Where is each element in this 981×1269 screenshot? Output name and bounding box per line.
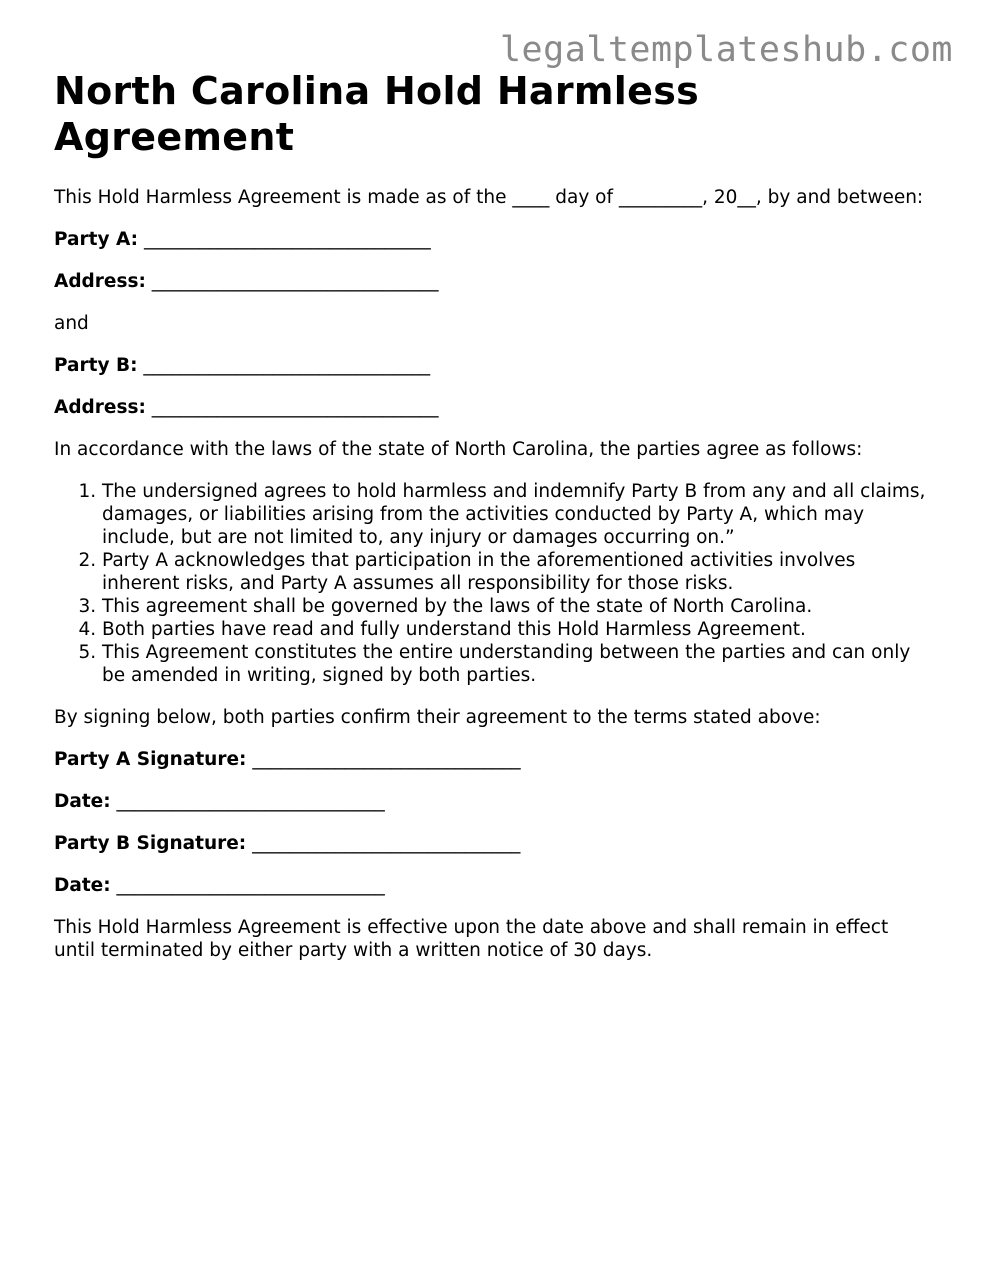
party-a-blank: _______________________________ (143, 229, 431, 250)
party-a-signature-blank: _____________________________ (252, 749, 521, 770)
list-item: 1. The undersigned agrees to hold harmless and indemnify Party B from any and all claims, damages, or liabilities arising from the activities conducted by Party A, which may include, but are not limited to, any injury or damages occurring on.” (102, 480, 934, 549)
closing-paragraph: This Hold Harmless Agreement is effective upon the date above and shall remain in effect until terminated by either party with a written notice of 30 days. (54, 917, 889, 961)
party-b-field (54, 354, 934, 377)
party-a-signature-field (54, 748, 934, 771)
intro-paragraph: This Hold Harmless Agreement is made as of the ____ day of _________, 20__, by and between: (54, 187, 924, 208)
party-b-signature-blank: _____________________________ (252, 833, 521, 854)
list-item: 2. Party A acknowledges that participation in the aforementioned activities involves inherent risks, and Party A assumes all responsibility for those risks. (102, 549, 934, 595)
party-b-label: Party B: (54, 355, 138, 376)
date-b-label: Date: (54, 875, 111, 896)
party-a-label: Party A: (54, 229, 139, 250)
accordance-paragraph: In accordance with the laws of the state of North Carolina, the parties agree as follows: (54, 439, 863, 460)
date-b-field (54, 874, 934, 897)
party-b-blank: _______________________________ (143, 355, 431, 376)
list-item: 5. This Agreement constitutes the entire understanding between the parties and can only be amended in writing, signed by both parties. (102, 641, 934, 687)
page-title: North Carolina Hold Harmless Agreement (54, 69, 700, 159)
date-a-blank: _____________________________ (116, 791, 385, 812)
document-page (54, 68, 934, 962)
date-b-blank: _____________________________ (116, 875, 385, 896)
address-a-field (54, 270, 934, 293)
date-a-label: Date: (54, 791, 111, 812)
party-a-field (54, 228, 934, 251)
address-b-field (54, 396, 934, 419)
date-a-field (54, 790, 934, 813)
address-a-label: Address: (54, 271, 146, 292)
address-a-blank: _______________________________ (151, 271, 439, 292)
party-b-signature-field (54, 832, 934, 855)
address-b-blank: _______________________________ (151, 397, 439, 418)
party-a-signature-label: Party A Signature: (54, 749, 247, 770)
watermark: legaltemplateshub.com (499, 30, 953, 70)
address-b-label: Address: (54, 397, 146, 418)
terms-list (54, 480, 934, 687)
signing-intro: By signing below, both parties confirm their agreement to the terms stated above: (54, 707, 821, 728)
list-item: 3. This agreement shall be governed by the laws of the state of North Carolina. (102, 595, 934, 618)
and-text: and (54, 313, 89, 334)
list-item: 4. Both parties have read and fully understand this Hold Harmless Agreement. (102, 618, 934, 641)
party-b-signature-label: Party B Signature: (54, 833, 247, 854)
